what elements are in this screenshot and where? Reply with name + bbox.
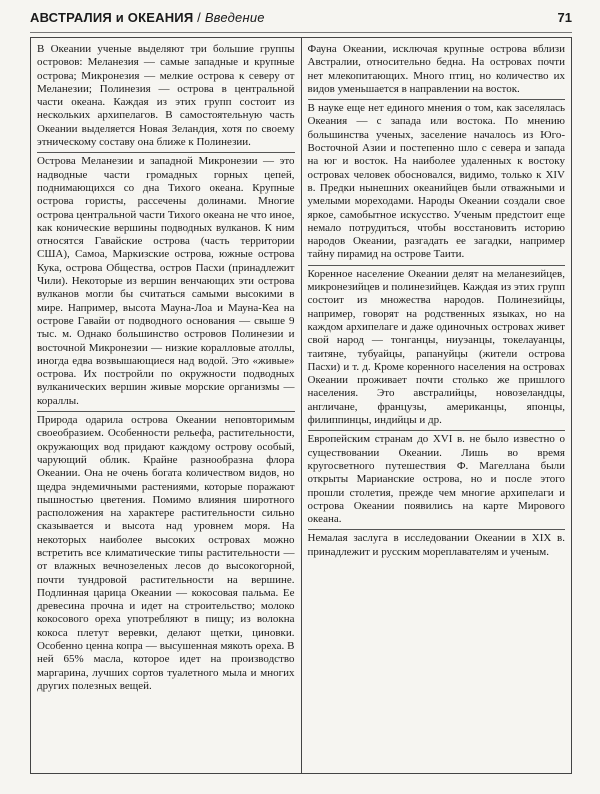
text-columns (30, 37, 572, 774)
paragraph-island-groups: В Океании ученые выделяют три большие группы островов: Меланезия — самые западные и крупные острова; Микронезия — мелкие острова к северу от Меланезии; Полинезия — острова в центральной части океана. Каждая из этих групп состоит из нескольких архипелагов. В самостоятельную часть Океании выделяется Новая Зеландия, хотя по своему этническому составу она ближе к Полинезии. (37, 41, 295, 153)
paragraph-population: Коренное население Океании делят на меланезийцев, микронезийцев и полинезийцев. Каждая из этих групп состоит из множества народов. Полинезийцы, например, говорят на родственных языках, но на каждом архипелаге и даже одиночных островах живет свой народ — тонганцы, ниуэанцы, токелауанцы, таитяне, тубуайцы, рапануйцы (жители острова Пасхи) и т. д. Кроме коренного населения на островах Океании проживает почти столько же пришлого населения. Это австралийцы, новозеландцы, англичане, французы, американцы, японцы, филиппинцы, индийцы и др. (308, 266, 566, 432)
header-title (30, 10, 265, 25)
running-header (30, 10, 572, 33)
paragraph-island-origins: Острова Меланезии и западной Микронезии — это надводные части громадных горных цепей, поднимающихся со дна Тихого океана. Крупные острова гористы, рассечены долинами. Многие острова центральной части Тихого океана не что иное, как конические вершины подводных вулканов. К ним относятся Гавайские острова (часть территории США), Самоа, Маркизские острова, южные острова Кука, острова Общества, остров Пасхи (принадлежит Чили). Некоторые из вершин венчающих эти острова вулканов могли бы считаться самыми высокими в мире. Например, высота Мауна-Лоа и Мауна-Кеа на острове Гавайи от подводного основания — свыше 9 тыс. м. Однако большинство островов Полинезии и восточной Микронезии — низкие коралловые атоллы, иногда едва возвышающиеся над водой. Это «живые» острова. Их постройли по окружности подводных вулканических вершин живые морские организмы — кораллы. (37, 153, 295, 412)
paragraph-flora: Природа одарила острова Океании неповторимым своеобразием. Особенности рельефа, растительности, окружающих вод придают каждому острову особый, чарующий облик. Крайне разнообразна флора Океании. Она не очень богата количеством видов, но щедра эндемичными растениями, которые поражают пышностью цветения. Помимо влияния широтного расположения на характере растительности сильно сказывается и высота над уровнем моря. На некоторых наиболее высоких островах можно встретить все климатические типы растительности — от влажных вечнозеленых лесов до высокогорной, почти тундровой растительности на вершине. Подлинная царица Океании — кокосовая пальма. Ее древесина прочна и идет на строительство; молоко кокосового ореха употребляют в пищу; из волокна кокоса плетут веревки, делают щетки, циновки. Особенно ценна копра — высушенная мякоть ореха. В ней 65% масла, которое идет на производство маргарина, лучших сортов туалетного мыла и многих других полезных вещей. (37, 414, 295, 692)
page-number: 71 (557, 10, 572, 25)
paragraph-european-discovery: Европейским странам до XVI в. не было известно о существовании Океании. Лишь во время кругосветного путешествия Ф. Магеллана были открыты Марианские острова, но и после этого прошли столетия, прежде чем многие архипелаги и острова Океании появились на карте Мирового океана. (308, 431, 566, 530)
paragraph-russian-explorers: Немалая заслуга в исследовании Океании в XIX в. принадлежит и русским мореплавателям и ученым. (307, 532, 565, 558)
right-column (302, 37, 573, 774)
subsection-title: Введение (204, 10, 265, 25)
paragraph-fauna: Фауна Океании, исключая крупные острова вблизи Австралии, относительно бедна. На островах почти нет млекопитающих. Много птиц, но количество их видов уменьшается в направлении на восток. (308, 41, 566, 100)
left-column (30, 37, 302, 774)
paragraph-settlement: В науке еще нет единого мнения о том, как заселялась Океания — с запада или востока. По мнению большинства ученых, заселение началось из Юго-Восточной Азии и постепенно шло с севера и запада на юг и восток. На наиболее удаленных к востоку островах человек обосновался, видимо, только к XIV в. Предки нынешних океанийцев были отважными и умелыми мореходами. Народы Океании создали свое яркое, самобытное искусство. Ученым предстоит еще немало потрудиться, чтобы восстановить историю народов Океании, разгадать ее загадки, например тайну пирамид на острове Таити. (308, 100, 566, 266)
header-separator: / (193, 10, 205, 25)
section-title: АВСТРАЛИЯ и ОКЕАНИЯ (30, 10, 194, 25)
